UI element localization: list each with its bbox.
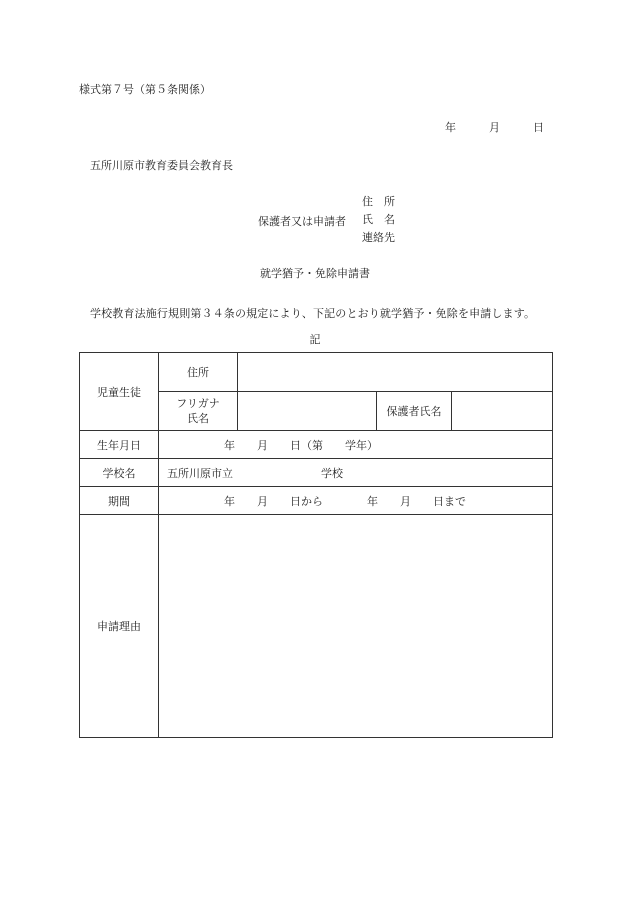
row-period <box>80 487 553 515</box>
ki-mark: 記 <box>309 333 321 346</box>
guardian-name-label: 保護者氏名 <box>377 392 452 431</box>
applicant-contact-label: 連絡先 <box>362 231 395 244</box>
applicant-name-label: 氏 名 <box>362 213 395 226</box>
reason-label: 申請理由 <box>80 515 159 738</box>
guardian-name-field[interactable] <box>452 392 553 431</box>
date-day: 日 <box>533 121 544 134</box>
row-birthdate <box>80 431 553 459</box>
student-address-field[interactable] <box>238 353 553 392</box>
birthdate-field[interactable]: 年 月 日（第 学年） <box>159 431 553 459</box>
reason-field[interactable] <box>159 515 553 738</box>
document-title: 就学猶予・免除申請書 <box>260 267 370 280</box>
applicant-address-label: 住 所 <box>362 195 395 208</box>
date-month: 月 <box>489 121 500 134</box>
row-student-address <box>80 353 553 392</box>
application-table <box>79 352 553 738</box>
school-label: 学校名 <box>80 459 159 487</box>
body-text: 学校教育法施行規則第３４条の規定により、下記のとおり就学猶予・免除を申請します。 <box>90 307 536 320</box>
period-field[interactable]: 年 月 日から 年 月 日まで <box>159 487 553 515</box>
furigana-label: フリガナ <box>176 397 220 410</box>
row-school <box>80 459 553 487</box>
addressee: 五所川原市教育委員会教育長 <box>90 159 233 172</box>
submission-date <box>445 119 544 135</box>
name-label: 氏名 <box>187 412 209 425</box>
applicant-label: 保護者又は申請者 <box>258 215 346 228</box>
student-name-label <box>159 392 238 431</box>
row-reason <box>80 515 553 738</box>
birthdate-label: 生年月日 <box>80 431 159 459</box>
applicant-fields <box>362 193 395 247</box>
school-field[interactable]: 五所川原市立 学校 <box>159 459 553 487</box>
student-label: 児童生徒 <box>80 353 159 431</box>
date-year: 年 <box>445 121 456 134</box>
period-label: 期間 <box>80 487 159 515</box>
student-name-field[interactable] <box>238 392 377 431</box>
form-number: 様式第７号（第５条関係） <box>79 83 211 96</box>
student-address-label: 住所 <box>159 353 238 392</box>
